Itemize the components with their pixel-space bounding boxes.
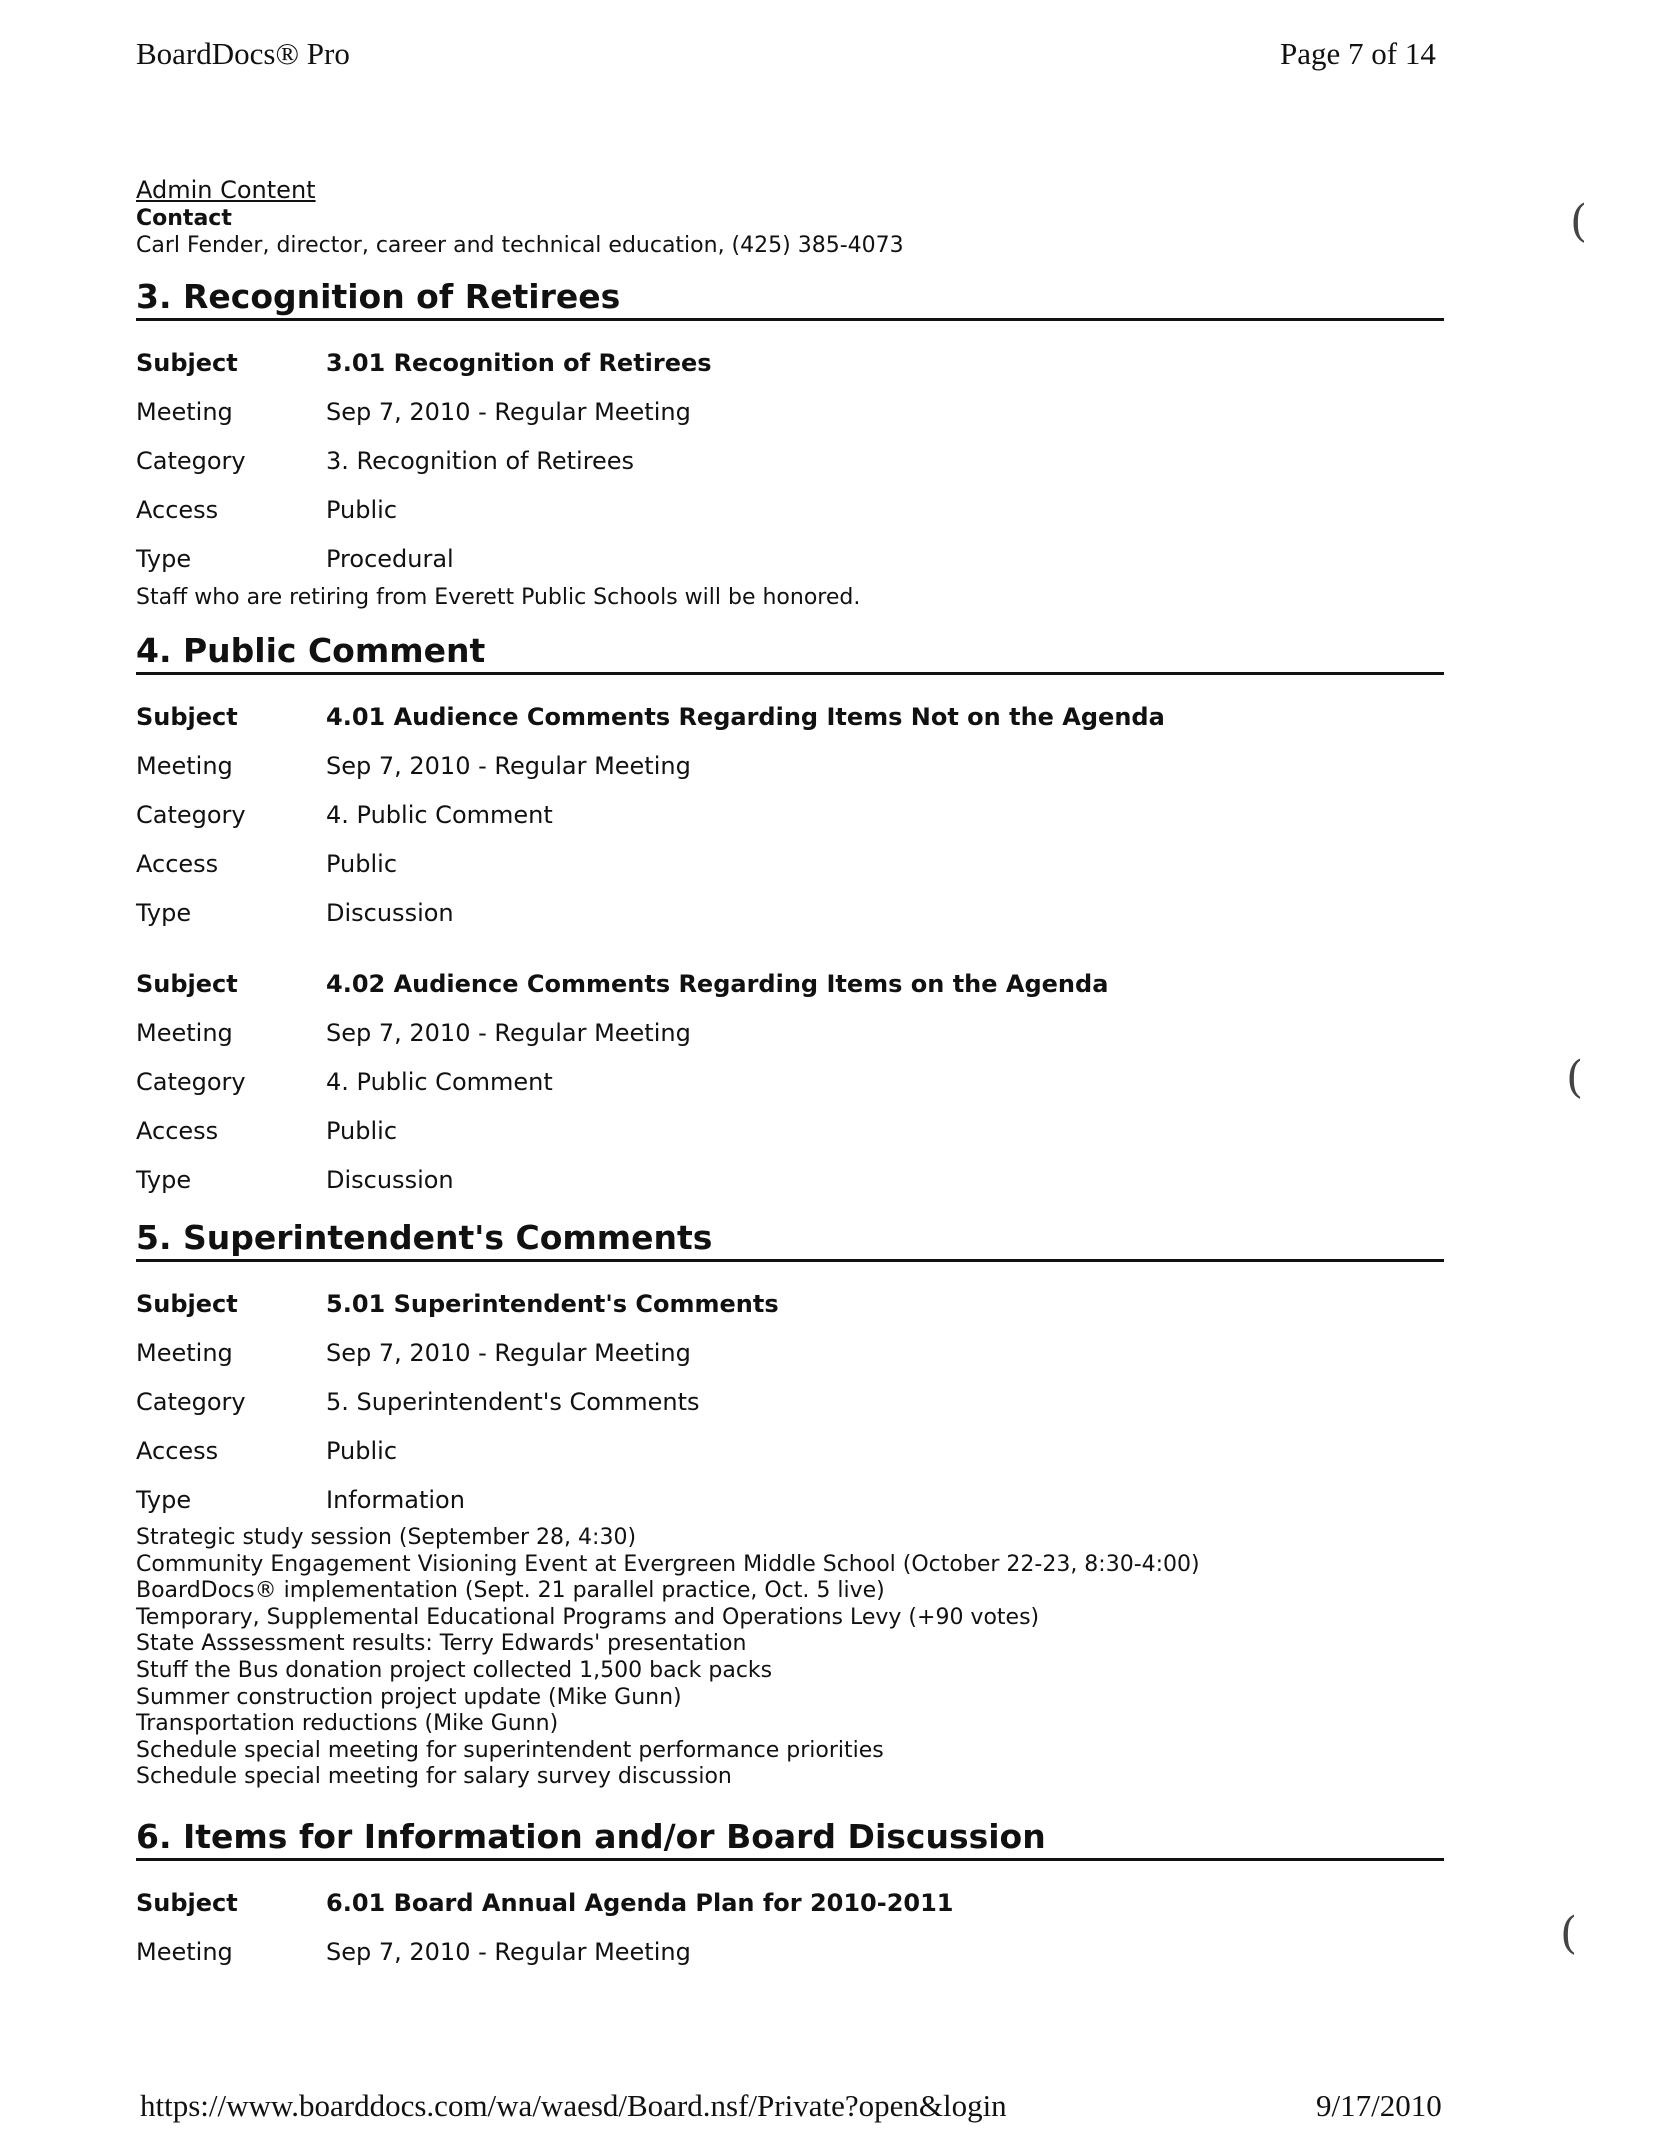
category-value: 4. Public Comment xyxy=(326,801,553,829)
contact-label: Contact xyxy=(136,206,232,231)
meeting-value: Sep 7, 2010 - Regular Meeting xyxy=(326,1339,691,1367)
category-value: 3. Recognition of Retirees xyxy=(326,447,635,475)
type-value: Procedural xyxy=(326,545,454,573)
meeting-value: Sep 7, 2010 - Regular Meeting xyxy=(326,1938,691,1966)
subject-label: Subject xyxy=(136,349,238,377)
meeting-label: Meeting xyxy=(136,1019,233,1047)
type-value: Information xyxy=(326,1486,465,1514)
type-label: Type xyxy=(136,899,192,927)
subject-value: 5.01 Superintendent's Comments xyxy=(326,1290,779,1318)
subject-label: Subject xyxy=(136,1290,238,1318)
type-label: Type xyxy=(136,545,192,573)
type-label: Type xyxy=(136,1166,192,1194)
subject-value: 4.02 Audience Comments Regarding Items on the Agenda xyxy=(326,970,1109,998)
subject-label: Subject xyxy=(136,970,238,998)
note-line: Transportation reductions (Mike Gunn) xyxy=(136,1711,559,1737)
note-line: BoardDocs® implementation (Sept. 21 parallel practice, Oct. 5 live) xyxy=(136,1578,885,1604)
access-label: Access xyxy=(136,1437,219,1465)
access-value: Public xyxy=(326,1117,398,1145)
margin-mark: ( xyxy=(1560,1908,1578,1959)
note-line: Summer construction project update (Mike Gunn) xyxy=(136,1684,682,1710)
note-line: Stuff the Bus donation project collected 1,500 back packs xyxy=(136,1657,773,1683)
meeting-label: Meeting xyxy=(136,1938,233,1966)
agenda-item xyxy=(136,960,1444,1205)
section-title: 6. Items for Information and/or Board Discussion xyxy=(136,1818,1444,1861)
access-value: Public xyxy=(326,850,398,878)
subject-value: 6.01 Board Annual Agenda Plan for 2010-2011 xyxy=(326,1889,954,1917)
section-public-comment xyxy=(136,632,1444,1205)
contact-text: Carl Fender, director, career and technical education, (425) 385-4073 xyxy=(136,233,904,258)
meeting-value: Sep 7, 2010 - Regular Meeting xyxy=(326,1019,691,1047)
note-line: State Asssessment results: Terry Edwards' presentation xyxy=(136,1631,747,1657)
meeting-label: Meeting xyxy=(136,752,233,780)
meeting-label: Meeting xyxy=(136,1339,233,1367)
access-value: Public xyxy=(326,496,398,524)
meeting-value: Sep 7, 2010 - Regular Meeting xyxy=(326,398,691,426)
margin-mark: ( xyxy=(1570,196,1588,247)
print-date: 9/17/2010 xyxy=(1316,2088,1442,2123)
access-label: Access xyxy=(136,496,219,524)
meeting-label: Meeting xyxy=(136,398,233,426)
meeting-value: Sep 7, 2010 - Regular Meeting xyxy=(326,752,691,780)
app-title: BoardDocs® Pro xyxy=(136,36,350,71)
page-url: https://www.boarddocs.com/wa/waesd/Board.nsf/Private?open&login xyxy=(140,2088,1007,2123)
section-superintendents-comments xyxy=(136,1219,1444,1791)
note-line: Community Engagement Visioning Event at Evergreen Middle School (October 22-23, 8:30-4:00) xyxy=(136,1551,1200,1577)
agenda-item xyxy=(136,1280,1444,1791)
section-title: 4. Public Comment xyxy=(136,632,1444,675)
section-title: 5. Superintendent's Comments xyxy=(136,1219,1444,1262)
agenda-item xyxy=(136,339,1444,611)
category-label: Category xyxy=(136,801,246,829)
type-value: Discussion xyxy=(326,899,454,927)
access-label: Access xyxy=(136,1117,219,1145)
agenda-item xyxy=(136,693,1444,938)
item-description: Staff who are retiring from Everett Public Schools will be honored. xyxy=(136,585,861,610)
category-label: Category xyxy=(136,447,246,475)
subject-label: Subject xyxy=(136,1889,238,1917)
section-items-for-information xyxy=(136,1818,1444,1977)
access-value: Public xyxy=(326,1437,398,1465)
type-value: Discussion xyxy=(326,1166,454,1194)
note-line: Schedule special meeting for salary survey discussion xyxy=(136,1764,732,1790)
section-title: 3. Recognition of Retirees xyxy=(136,278,1444,321)
subject-label: Subject xyxy=(136,703,238,731)
subject-value: 3.01 Recognition of Retirees xyxy=(326,349,712,377)
note-line: Strategic study session (September 28, 4:30) xyxy=(136,1525,637,1550)
admin-content-link[interactable]: Admin Content xyxy=(136,176,316,204)
agenda-item xyxy=(136,1879,1444,1977)
page-indicator: Page 7 of 14 xyxy=(1280,36,1436,71)
category-value: 5. Superintendent's Comments xyxy=(326,1388,700,1416)
type-label: Type xyxy=(136,1486,192,1514)
notes-list xyxy=(136,1525,1444,1791)
category-label: Category xyxy=(136,1068,246,1096)
admin-content-block xyxy=(136,176,1444,259)
category-label: Category xyxy=(136,1388,246,1416)
access-label: Access xyxy=(136,850,219,878)
category-value: 4. Public Comment xyxy=(326,1068,553,1096)
section-recognition-of-retirees xyxy=(136,278,1444,611)
note-line: Temporary, Supplemental Educational Programs and Operations Levy (+90 votes) xyxy=(136,1604,1040,1630)
subject-value: 4.01 Audience Comments Regarding Items Not on the Agenda xyxy=(326,703,1165,731)
note-line: Schedule special meeting for superintendent performance priorities xyxy=(136,1737,884,1763)
margin-mark: ( xyxy=(1566,1052,1584,1103)
